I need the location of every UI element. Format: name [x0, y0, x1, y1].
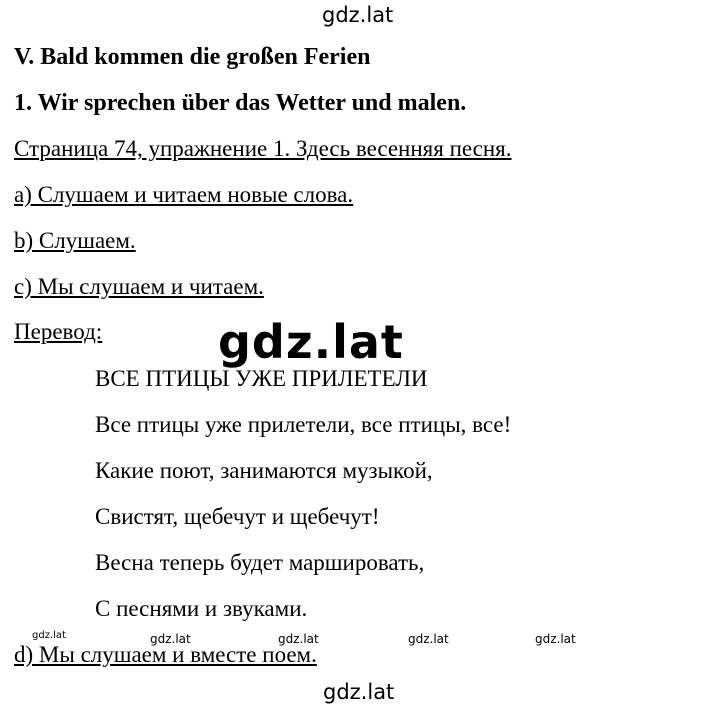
- watermark-top: gdz.lat: [322, 3, 394, 27]
- poem-line: Какие поют, занимаются музыкой,: [95, 458, 433, 483]
- task-b: b) Слушаем.: [14, 228, 136, 253]
- exercise-intro: Страница 74, упражнение 1. Здесь весенняя песня.: [14, 136, 512, 161]
- watermark-small: gdz.lat: [150, 632, 191, 646]
- poem-title: ВСЕ ПТИЦЫ УЖЕ ПРИЛЕТЕЛИ: [95, 366, 428, 391]
- poem-line: Свистят, щебечут и щебечут!: [95, 504, 380, 529]
- watermark-center: gdz.lat: [218, 315, 404, 369]
- watermark-small: gdz.lat: [408, 632, 449, 646]
- task-c: c) Мы слушаем и читаем.: [14, 274, 264, 299]
- watermark-small: gdz.lat: [278, 632, 319, 646]
- lesson-title: 1. Wir sprechen über das Wetter und malen.: [14, 90, 467, 116]
- poem-line: Все птицы уже прилетели, все птицы, все!: [95, 412, 512, 437]
- task-d: d) Мы слушаем и вместе поем.: [14, 642, 317, 667]
- poem-line: С песнями и звуками.: [95, 596, 308, 621]
- watermark-small: gdz.lat: [32, 630, 66, 641]
- task-a: a) Слушаем и читаем новые слова.: [14, 182, 354, 207]
- watermark-bottom: gdz.lat: [323, 680, 395, 704]
- section-title: V. Bald kommen die großen Ferien: [14, 44, 371, 70]
- poem-line: Весна теперь будет маршировать,: [95, 550, 425, 575]
- watermark-small: gdz.lat: [535, 632, 576, 646]
- translation-label: Перевод:: [14, 319, 103, 344]
